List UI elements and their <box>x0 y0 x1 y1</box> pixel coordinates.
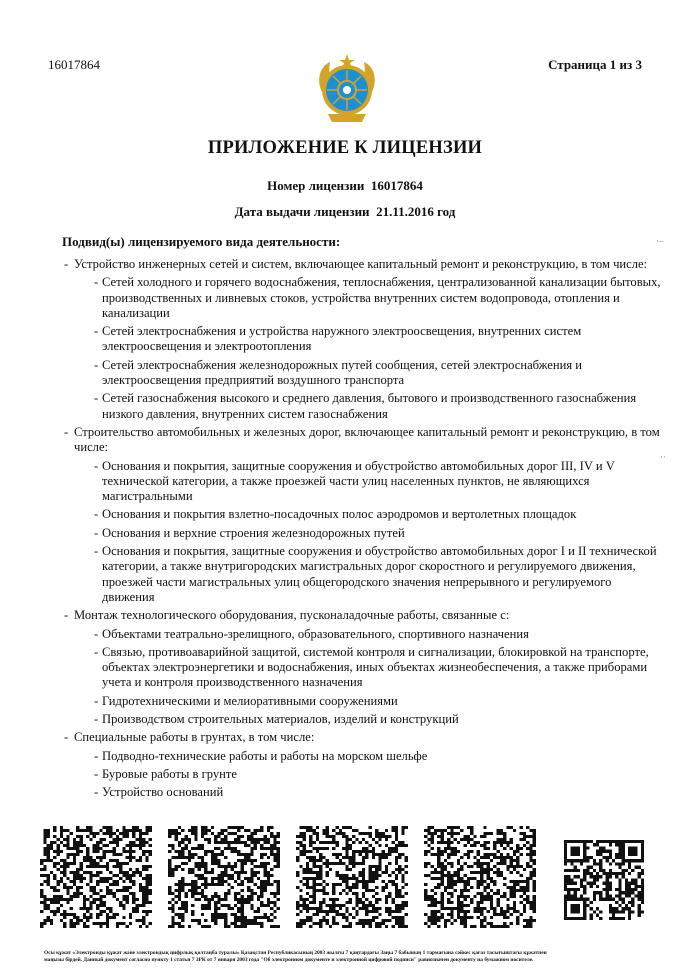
license-number-label: Номер лицензии <box>267 178 365 193</box>
list-item: - Производством строительных материалов, изделий и конструкций <box>94 712 459 727</box>
scan-speck: ·· <box>660 452 666 462</box>
license-date-line <box>0 204 690 220</box>
footer-line-kz: Осы құжат «Электронды құжат және электрондық цифрлық қолтаңба туралы» Қазақстан Республикасының 2003 жылғы 7 қаңтардағы Заңы 7 бабының 1 тармағына сәйкес қағаз тасығыштағы құжатпен <box>44 950 547 956</box>
page-title: ПРИЛОЖЕНИЕ К ЛИЦЕНЗИИ <box>207 138 483 158</box>
list-item: - Основания и покрытия, защитные сооружения и обустройство автомобильных дорог III, IV и V технической категории, а также проезжей части улиц населенных пунктов, не являющихся магистральными <box>94 458 615 504</box>
barcode-row <box>40 826 660 930</box>
activity-subitems <box>94 459 666 606</box>
barcode-4 <box>424 826 536 928</box>
list-item: - Основания и верхние строения железнодорожных путей <box>94 525 405 540</box>
list-item: - Буровые работы в грунте <box>94 766 238 781</box>
activity-item <box>64 257 666 422</box>
activity-item <box>64 730 666 800</box>
list-item: - Основания и покрытия взлетно-посадочных полос аэродромов и вертолетных площадок <box>94 507 577 522</box>
activity-subitems <box>94 627 666 728</box>
qr-code-icon <box>564 840 644 920</box>
barcode-2 <box>168 826 280 928</box>
footer-line-ru: маңызы бірдей. Данный документ согласно пункту 1 статьи 7 ЗРК от 7 января 2003 года "Об электронном документе и электронной цифровой подписи" равнозначен документу на бумажном носителе. <box>44 957 534 963</box>
activity-text: Монтаж технологического оборудования, пусконаладочные работы, связанные с: <box>74 608 510 623</box>
list-item: - Гидротехническими и мелиоративными сооружениями <box>94 693 398 708</box>
list-marker: - <box>64 730 69 745</box>
activity-text: Устройство инженерных сетей и систем, включающее капитальный ремонт и реконструкцию, в том числе: <box>74 257 648 271</box>
list-item: - Устройство оснований <box>94 785 224 800</box>
list-item: - Объектами театрально-зрелищного, образовательного, спортивного назначения <box>94 626 529 641</box>
activity-item <box>64 425 666 605</box>
license-date: 21.11.2016 год <box>376 204 456 219</box>
subtypes-heading: Подвид(ы) лицензируемого вида деятельности: <box>62 234 341 249</box>
barcode-1 <box>40 826 152 928</box>
state-emblem-icon <box>314 52 380 128</box>
list-marker: - <box>64 608 69 623</box>
scan-speck: ·– <box>656 236 664 246</box>
license-date-label: Дата выдачи лицензии <box>234 204 370 219</box>
list-item: - Подводно-технические работы и работы на морском шельфе <box>94 748 428 763</box>
license-number-line <box>0 178 690 194</box>
list-item: - Сетей газоснабжения высокого и среднего давления, бытового и производственного газоснабжения низкого давления, внутренних систем газоснабжения <box>94 391 637 421</box>
activity-text: Строительство автомобильных и железных дорог, включающее капитальный ремонт и реконструкцию, в том числе: <box>74 424 660 455</box>
list-marker: - <box>64 257 69 271</box>
license-number: 16017864 <box>370 178 423 193</box>
list-item: - Связью, противоаварийной защитой, системой контроля и сигнализации, блокировкой на транспорте, объектах электроэнергетики и водоснабжения, иных объектах жизнеобеспечения, а также приборами учета и контроля производственного назначения <box>94 644 649 690</box>
activities-list <box>64 257 666 804</box>
activity-text: Специальные работы в грунтах, в том числе: <box>74 730 315 745</box>
list-item: - Сетей холодного и горячего водоснабжения, теплоснабжения, централизованной канализации бытовых, производственных и ливневых стоков, устройства внутренних систем водопровода, отопления и канализации <box>94 275 661 320</box>
list-marker: - <box>64 424 69 439</box>
activity-subitems <box>94 749 666 801</box>
list-item: - Сетей электроснабжения и устройства наружного электроосвещения, внутренних систем электроосвещения и электроотопления <box>94 324 582 354</box>
list-item: - Сетей электроснабжения железнодорожных путей сообщения, сетей электроснабжения и электроосвещения предприятий воздушного транспорта <box>94 357 583 388</box>
page-label: Страница 1 из 3 <box>548 57 642 72</box>
doc-number: 16017864 <box>48 57 100 72</box>
footer-notice <box>44 950 648 964</box>
activity-subitems <box>94 275 666 422</box>
activity-item <box>64 608 666 727</box>
barcode-3 <box>296 826 408 928</box>
list-item: - Основания и покрытия, защитные сооружения и обустройство автомобильных дорог I и II технической категории, а также внутригородских магистральных дорог скоростного и регулируемого движения, проезжей части магистральных улиц общегородского значения непрерывного и регулируемого движения <box>94 544 657 604</box>
